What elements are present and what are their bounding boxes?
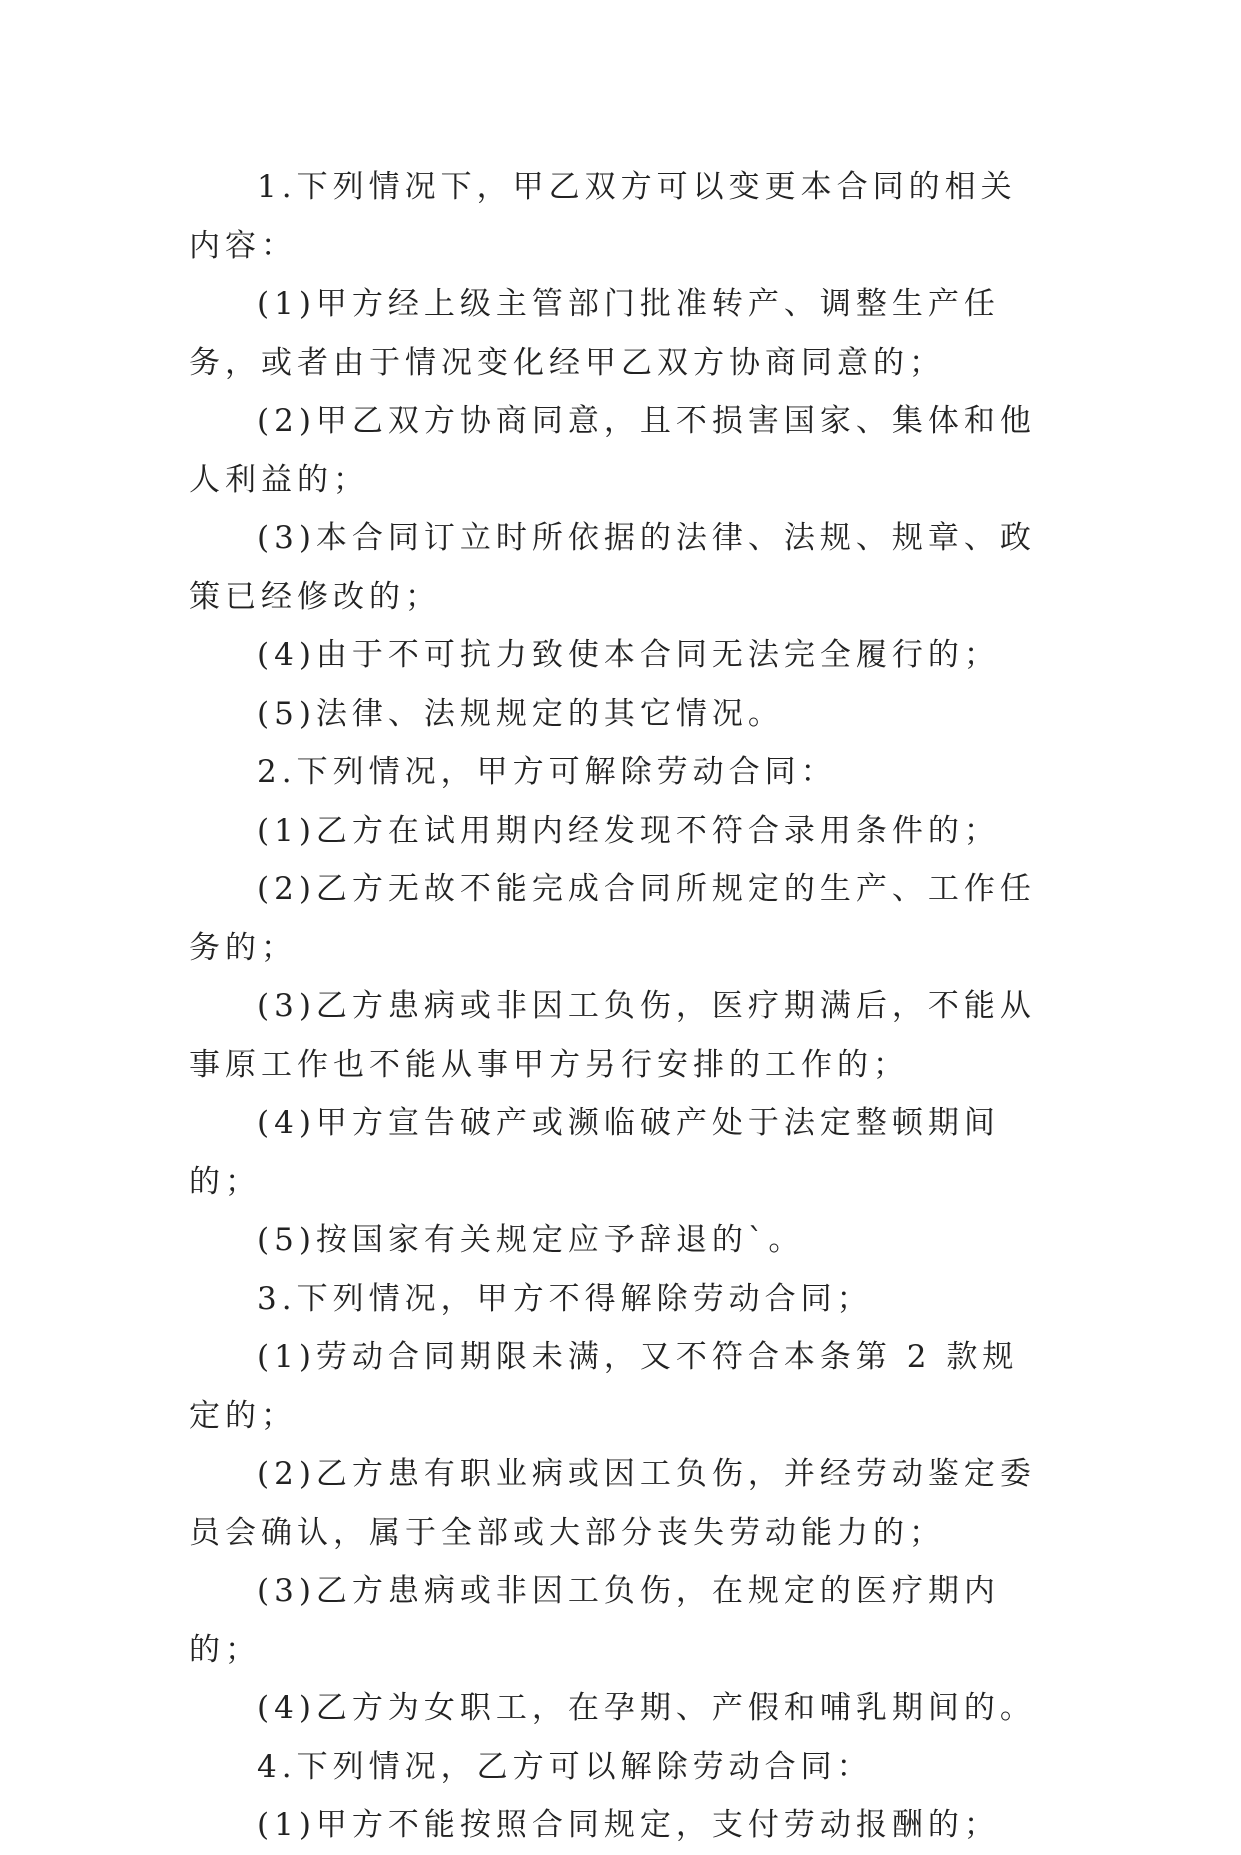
paragraph: 3.下列情况，甲方不得解除劳动合同； (257, 1280, 873, 1317)
paragraph: 4.下列情况，乙方可以解除劳动合同： (257, 1748, 873, 1785)
paragraph: (3)乙方患病或非因工负伤，医疗期满后，不能从事原工作也不能从事甲方另行安排的工作的； (189, 988, 1036, 1083)
paragraph: (4)乙方为女职工，在孕期、产假和哺乳期间的。 (257, 1690, 1036, 1726)
paragraph: (2)甲乙双方协商同意，且不损害国家、集体和他人利益的； (189, 403, 1036, 498)
paragraph: (3)本合同订立时所依据的法律、法规、规章、政策已经修改的； (189, 520, 1036, 615)
paragraph: (4)甲方宣告破产或濒临破产处于法定整顿期间的； (189, 1105, 1000, 1200)
paragraph: (5)按国家有关规定应予辞退的`。 (257, 1222, 805, 1258)
paragraph: (1)甲方经上级主管部门批准转产、调整生产任务，或者由于情况变化经甲乙双方协商同意的； (189, 286, 1000, 381)
paragraph: (1)劳动合同期限未满，又不符合本条第 2 款规定的； (189, 1339, 1019, 1434)
paragraph: (2)乙方无故不能完成合同所规定的生产、工作任务的； (189, 871, 1036, 966)
paragraph: (1)乙方在试用期内经发现不符合录用条件的； (257, 812, 1000, 849)
paragraph: 2.下列情况，甲方可解除劳动合同： (257, 754, 837, 790)
document-body (189, 158, 1049, 1855)
paragraph: (4)由于不可抗力致使本合同无法完全履行的； (257, 637, 1000, 673)
paragraph: (2)乙方患有职业病或因工负伤，并经劳动鉴定委员会确认，属于全部或大部分丧失劳动能力的； (189, 1456, 1036, 1551)
paragraph: (5)法律、法规规定的其它情况。 (257, 695, 784, 732)
paragraph: (1)甲方不能按照合同规定，支付劳动报酬的； (257, 1807, 1000, 1843)
paragraph: 1.下列情况下，甲乙双方可以变更本合同的相关内容： (189, 169, 1017, 264)
paragraph: (3)乙方患病或非因工负伤，在规定的医疗期内的； (189, 1573, 1000, 1668)
